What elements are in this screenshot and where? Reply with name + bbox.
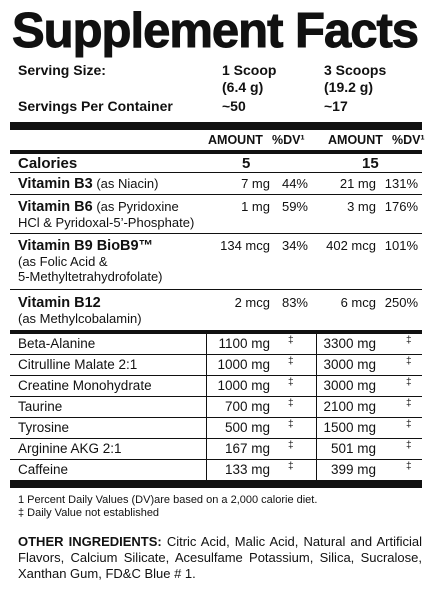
divider <box>10 122 422 130</box>
ingredient-dv-2: ‡ <box>406 461 412 472</box>
footnote-dv: 1 Percent Daily Values (DV)are based on a 2,000 calorie diet. <box>18 494 318 506</box>
ingredient-dv-1: ‡ <box>288 440 294 451</box>
serving-col1-line2: (6.4 g) <box>222 79 264 95</box>
vitamin-amount-2: 402 mcg <box>326 238 376 253</box>
serving-col2-line3: ~17 <box>324 98 348 114</box>
ingredient-name: Tyrosine <box>18 420 70 435</box>
ingredient-name: Citrulline Malate 2:1 <box>18 357 138 372</box>
vitamin-row <box>10 290 422 330</box>
vitamin-name: Vitamin B6 <box>18 199 93 215</box>
vitamin-dv-2: 131% <box>384 176 418 191</box>
ingredient-dv-2: ‡ <box>406 398 412 409</box>
serving-col1-line3: ~50 <box>222 98 246 114</box>
vitamin-row <box>10 234 422 289</box>
vitamin-dv-2: 176% <box>384 199 418 214</box>
other-ingredients-label: OTHER INGREDIENTS: <box>18 534 162 549</box>
vitamin-source-line2: (as Methylcobalamin) <box>18 311 142 326</box>
vitamin-row <box>10 173 422 194</box>
vitamin-dv-1: 59% <box>281 199 308 214</box>
ingredient-name: Taurine <box>18 399 63 414</box>
panel-title: Supplement Facts <box>12 4 419 58</box>
header-amount-1: AMOUNT <box>208 133 263 147</box>
vitamin-dv-1: 44% <box>281 176 308 191</box>
ingredient-amount-2: 3000 mg <box>323 378 376 393</box>
ingredient-dv-2: ‡ <box>406 356 412 367</box>
serving-col2-line1: 3 Scoops <box>324 62 387 78</box>
ingredient-row <box>10 460 422 480</box>
ingredient-dv-1: ‡ <box>288 419 294 430</box>
ingredient-amount-1: 1100 mg <box>218 336 270 351</box>
divider <box>10 480 422 488</box>
ingredient-dv-1: ‡ <box>288 461 294 472</box>
ingredient-dv-1: ‡ <box>288 398 294 409</box>
ingredient-name: Arginine AKG 2:1 <box>18 441 122 456</box>
calories-value-2: 15 <box>362 155 379 172</box>
ingredient-dv-1: ‡ <box>288 335 294 346</box>
vitamin-dv-1: 83% <box>281 295 308 310</box>
vitamin-source-line3: 5-Methyltetrahydrofolate) <box>18 269 163 284</box>
ingredient-amount-1: 167 mg <box>224 441 270 456</box>
other-ingredients <box>18 534 422 582</box>
ingredient-row <box>10 397 422 418</box>
serving-col2-line2: (19.2 g) <box>324 79 374 95</box>
ingredient-amount-1: 700 mg <box>224 399 270 414</box>
header-dv-1: %DV¹ <box>272 133 305 147</box>
calories-row <box>10 154 422 172</box>
ingredient-amount-1: 500 mg <box>224 420 270 435</box>
vitamin-amount-1: 7 mg <box>241 176 270 191</box>
vitamin-dv-2: 250% <box>384 295 418 310</box>
vitamin-dv-1: 34% <box>281 238 308 253</box>
servings-per-container-label: Servings Per Container <box>18 98 173 114</box>
ingredient-name: Caffeine <box>18 462 69 477</box>
ingredient-name: Beta-Alanine <box>18 336 96 351</box>
serving-info <box>10 60 422 122</box>
vitamin-source: (as Niacin) <box>96 176 159 191</box>
calories-label: Calories <box>18 155 78 172</box>
serving-size-label: Serving Size: <box>18 62 106 78</box>
vitamin-amount-2: 3 mg <box>347 199 376 214</box>
ingredient-row <box>10 376 422 397</box>
ingredient-dv-1: ‡ <box>288 377 294 388</box>
header-dv-2: %DV¹ <box>392 133 425 147</box>
ingredient-amount-2: 501 mg <box>330 441 376 456</box>
vitamin-source: (as Pyridoxine <box>96 199 179 214</box>
ingredient-dv-2: ‡ <box>406 440 412 451</box>
vitamin-name: Vitamin B3 <box>18 176 93 192</box>
vitamin-source-line2: HCl & Pyridoxal-5’-Phosphate) <box>18 215 195 230</box>
vitamin-amount-1: 134 mcg <box>220 238 270 253</box>
ingredient-row <box>10 355 422 376</box>
ingredient-row <box>10 334 422 355</box>
vitamin-amount-1: 2 mcg <box>234 295 270 310</box>
serving-col1-line1: 1 Scoop <box>222 62 277 78</box>
ingredient-amount-1: 1000 mg <box>217 357 270 372</box>
vitamin-amount-1: 1 mg <box>241 199 270 214</box>
supplement-facts-panel <box>10 4 425 582</box>
ingredient-amount-1: 133 mg <box>224 462 270 477</box>
ingredient-amount-2: 1500 mg <box>323 420 376 435</box>
footnote-not-established: ‡ Daily Value not established <box>18 507 160 519</box>
ingredient-dv-1: ‡ <box>288 356 294 367</box>
footnotes <box>18 494 422 520</box>
vitamin-name: Vitamin B9 BioB9™ <box>18 238 154 254</box>
ingredient-dv-2: ‡ <box>406 419 412 430</box>
column-header <box>10 130 425 150</box>
ingredient-dv-2: ‡ <box>406 335 412 346</box>
ingredient-row <box>10 439 422 460</box>
ingredient-name: Creatine Monohydrate <box>18 378 152 393</box>
vitamin-amount-2: 21 mg <box>339 176 376 191</box>
ingredient-amount-1: 1000 mg <box>217 378 270 393</box>
ingredient-dv-2: ‡ <box>406 377 412 388</box>
header-amount-2: AMOUNT <box>328 133 383 147</box>
ingredient-amount-2: 3300 mg <box>323 336 376 351</box>
ingredient-row <box>10 418 422 439</box>
vitamin-row <box>10 195 422 233</box>
other-ingredients-text: Citric Acid, Malic Acid, Natural and Artificial Flavors, Calcium Silicate, Acesulfame Potassium, Silica, Sucralose, Xanthan Gum, FD&C Blue # 1. <box>18 534 422 581</box>
vitamin-source-line2: (as Folic Acid & <box>18 254 108 269</box>
calories-value-1: 5 <box>242 155 251 172</box>
ingredient-amount-2: 2100 mg <box>323 399 376 414</box>
ingredient-amount-2: 399 mg <box>330 462 376 477</box>
vitamin-dv-2: 101% <box>384 238 418 253</box>
vitamin-name: Vitamin B12 <box>18 295 101 311</box>
vitamin-amount-2: 6 mcg <box>340 295 376 310</box>
ingredient-amount-2: 3000 mg <box>323 357 376 372</box>
